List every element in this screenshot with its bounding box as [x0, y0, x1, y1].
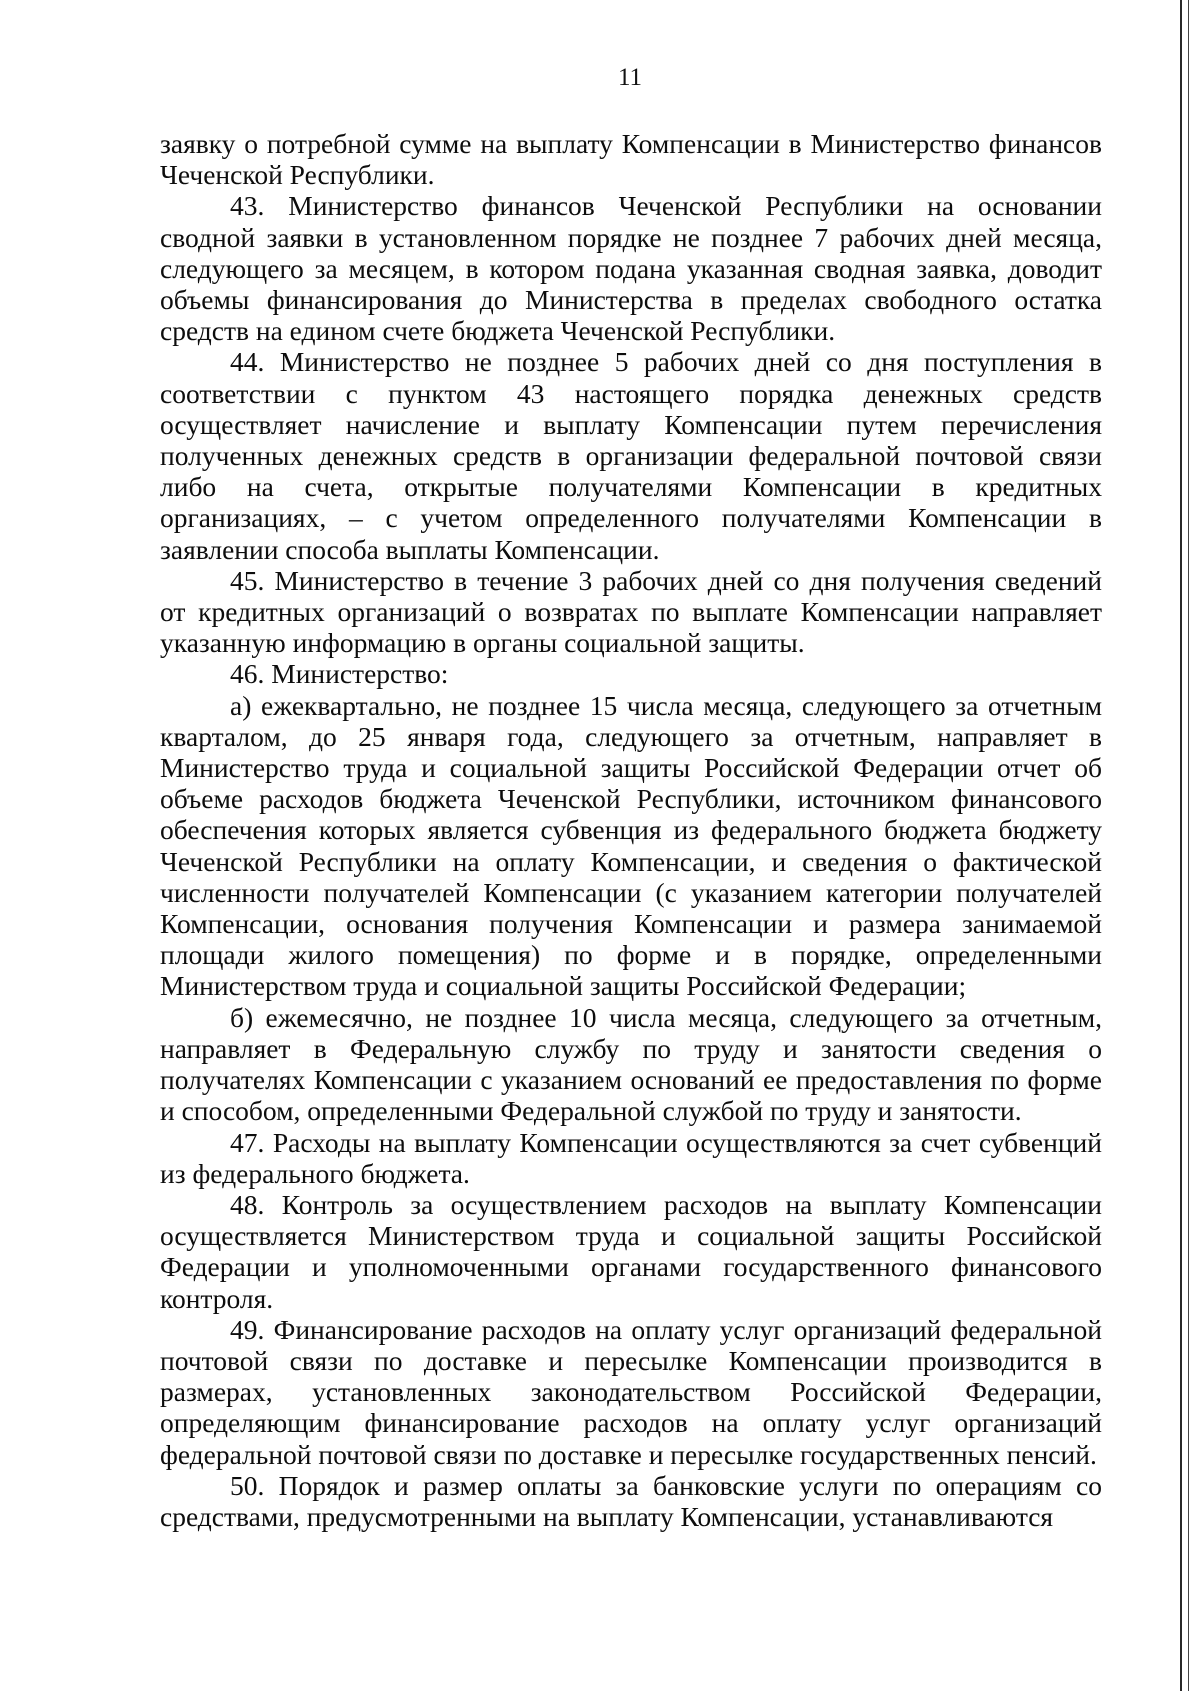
paragraph-46-a: а) ежеквартально, не позднее 15 числа месяца, следующего за отчетным кварталом, до 25 января года, следующего за отчетным, направляет в Министерство труда и социальной защиты Российской Федерации отчет об объеме расходов бюджета Чеченской Республики, источником финансового обеспечения которых является субвенция из федерального бюджета бюджету Чеченской Республики на оплату Компенсации, и сведения о фактической численности получателей Компенсации (с указанием категории получателей Компенсации, основания получения Компенсации и размера занимаемой площади жилого помещения) по форме и в порядке, определенными Министерством труда и социальной защиты Российской Федерации; — [160, 689, 1102, 1002]
paragraph-46: 46. Министерство: — [230, 658, 449, 690]
scan-edge-line-secondary — [1188, 0, 1189, 1691]
paragraph-45: 45. Министерство в течение 3 рабочих дней со дня получения сведений от кредитных организаций о возвратах по выплате Компенсации направляет указанную информацию в органы социальной защиты. — [160, 564, 1102, 659]
paragraph-continuation: заявку о потребной сумме на выплату Компенсации в Министерство финансов Чеченской Республики. — [160, 128, 1102, 191]
paragraph-46-b: б) ежемесячно, не позднее 10 числа месяца, следующего за отчетным, направляет в Федеральную службу по труду и занятости сведения о получателях Компенсации с указанием оснований ее предоставления по форме и способом, определенными Федеральной службой по труду и занятости. — [160, 1001, 1102, 1127]
paragraph-49: 49. Финансирование расходов на оплату услуг организаций федеральной почтовой связи по доставке и пересылке Компенсации производится в размерах, установленных законодательством Российской Федерации, определяющим финансирование расходов на оплату услуг организаций федеральной почтовой связи по доставке и пересылке государственных пенсий. — [160, 1313, 1102, 1470]
scan-edge-line — [1180, 0, 1182, 1691]
paragraph-50: 50. Порядок и размер оплаты за банковские услуги по операциям со средствами, предусмотренными на выплату Компенсации, устанавливаются — [160, 1469, 1102, 1532]
paragraph-44: 44. Министерство не позднее 5 рабочих дней со дня поступления в соответствии с пунктом 43 настоящего порядка денежных средств осуществляет начисление и выплату Компенсации путем перечисления полученных денежных средств в организации федеральной почтовой связи либо на счета, открытые получателями Компенсации в кредитных организациях, – с учетом определенного получателями Компенсации в заявлении способа выплаты Компенсации. — [160, 346, 1102, 565]
paragraph-48: 48. Контроль за осуществлением расходов на выплату Компенсации осуществляется Министерством труда и социальной защиты Российской Федерации и уполномоченными органами государственного финансового контроля. — [160, 1188, 1102, 1314]
page-number: 11 — [617, 64, 643, 91]
paragraph-47: 47. Расходы на выплату Компенсации осуществляются за счет субвенций из федерального бюджета. — [160, 1126, 1102, 1189]
document-body — [160, 128, 1102, 1532]
paragraph-43: 43. Министерство финансов Чеченской Республики на основании сводной заявки в установленном порядке не позднее 7 рабочих дней месяца, следующего за месяцем, в котором подана указанная сводная заявка, доводит объемы финансирования до Министерства в пределах свободного остатка средств на едином счете бюджета Чеченской Республики. — [160, 190, 1102, 347]
